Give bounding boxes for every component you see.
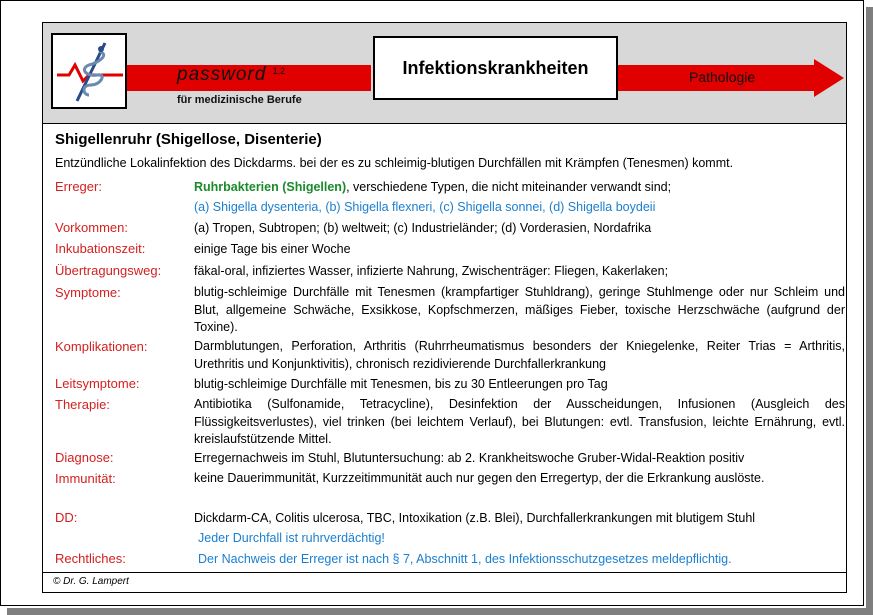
value-rechtliches: Der Nachweis der Erreger ist nach § 7, Abschnitt 1, des Infektionsschutzgesetzes meldepflichtig. (198, 552, 732, 566)
disease-heading: Shigellenruhr (Shigellose, Disenterie) (55, 131, 322, 148)
label-therapie: Therapie: (55, 397, 110, 412)
value-erreger (194, 179, 845, 197)
disease-intro: Entzündliche Lokalinfektion des Dickdarms. bei der es zu schleimig-blutigen Durchfällen mit Krämpfen (Tenesmen) kommt. (55, 156, 734, 170)
label-komplikationen: Komplikationen: (55, 339, 148, 354)
value-leitsymptome: blutig-schleimige Durchfälle mit Tenesmen, bis zu 30 Entleerungen pro Tag (194, 377, 608, 391)
label-inkubationszeit: Inkubationszeit: (55, 241, 146, 256)
erreger-text: , verschiedene Typen, die nicht miteinander verwandt sind; (346, 180, 672, 194)
brand-name (177, 64, 285, 86)
footer-divider (43, 572, 846, 573)
label-diagnose: Diagnose: (55, 450, 114, 465)
caduceus-icon (53, 35, 125, 107)
value-dd-note: Jeder Durchfall ist ruhrverdächtig! (198, 531, 385, 545)
value-symptome: blutig-schleimige Durchfälle mit Tenesmen (krampfartiger Stuhldrang), geringe Stuhlmenge oder nur Schleim und Blut, allgemeine Schwäche, Exsikkose, Kopfschmerzen, mäßiges Fieber, toxische Herzschwäche (aufgrund der Toxine). (194, 285, 845, 334)
label-rechtliches: Rechtliches: (55, 551, 126, 566)
label-erreger: Erreger: (55, 179, 102, 194)
card-shadow-bottom (7, 608, 873, 615)
arrow-head-icon (814, 59, 844, 97)
copyright: © Dr. G. Lampert (53, 576, 129, 587)
brand-text: password (177, 64, 267, 85)
brand-subtitle: für medizinische Berufe (177, 94, 302, 106)
value-diagnose: Erregernachweis im Stuhl, Blutuntersuchung: ab 2. Krankheitswoche Gruber-Widal-Reaktion positiv (194, 451, 745, 465)
value-uebertragungsweg: fäkal-oral, infiziertes Wasser, infizierte Nahrung, Zwischenträger: Fliegen, Kakerlaken; (194, 264, 669, 278)
label-leitsymptome: Leitsymptome: (55, 376, 140, 391)
value-dd: Dickdarm-CA, Colitis ulcerosa, TBC, Intoxikation (z.B. Blei), Durchfallerkrankungen mit blutigem Stuhl (194, 511, 756, 525)
value-immunitaet: keine Dauerimmunität, Kurzzeitimmunität auch nur gegen den Erregertyp, der die Erkrankung auslöste. (194, 471, 765, 485)
card-frame (42, 22, 847, 593)
card-shadow-right (866, 7, 873, 615)
value-therapie: Antibiotika (Sulfonamide, Tetracycline), Desinfektion der Ausscheidungen, Infusionen (Ausgleich des Flüssigkeitsverlustes), viel trinken (bei leichtem Verlauf), bei Blutungen: evtl. Transfusion, leichte Ernährung, evtl. kreislaufstützende Mittel. (194, 397, 845, 446)
label-symptome: Symptome: (55, 285, 121, 300)
card-header (43, 23, 846, 124)
brand-superscript: 1,2 (272, 66, 286, 76)
logo (51, 33, 127, 109)
value-komplikationen: Darmblutungen, Perforation, Arthritis (Ruhrrheumatismus besonders der Kniegelenke, Reiter Trias = Arthritis, Urethritis und Konjunktivitis), chronisch rezidivierende Durchfallerkrankung (194, 339, 845, 371)
value-vorkommen: (a) Tropen, Subtropen; (b) weltweit; (c) Industrieländer; (d) Vorderasien, Nordafrika (194, 221, 652, 235)
label-vorkommen: Vorkommen: (55, 220, 128, 235)
label-immunitaet: Immunität: (55, 471, 116, 486)
erreger-highlight: Ruhrbakterien (Shigellen) (194, 180, 347, 194)
label-uebertragungsweg: Übertragungsweg: (55, 263, 162, 278)
label-dd: DD: (55, 510, 78, 525)
value-inkubationszeit: einige Tage bis einer Woche (194, 242, 351, 256)
subject-label: Pathologie (689, 69, 756, 85)
value-erreger-types: (a) Shigella dysenteria, (b) Shigella flexneri, (c) Shigella sonnei, (d) Shigella boydeii (194, 200, 656, 214)
card-title: Infektionskrankheiten (373, 36, 618, 100)
